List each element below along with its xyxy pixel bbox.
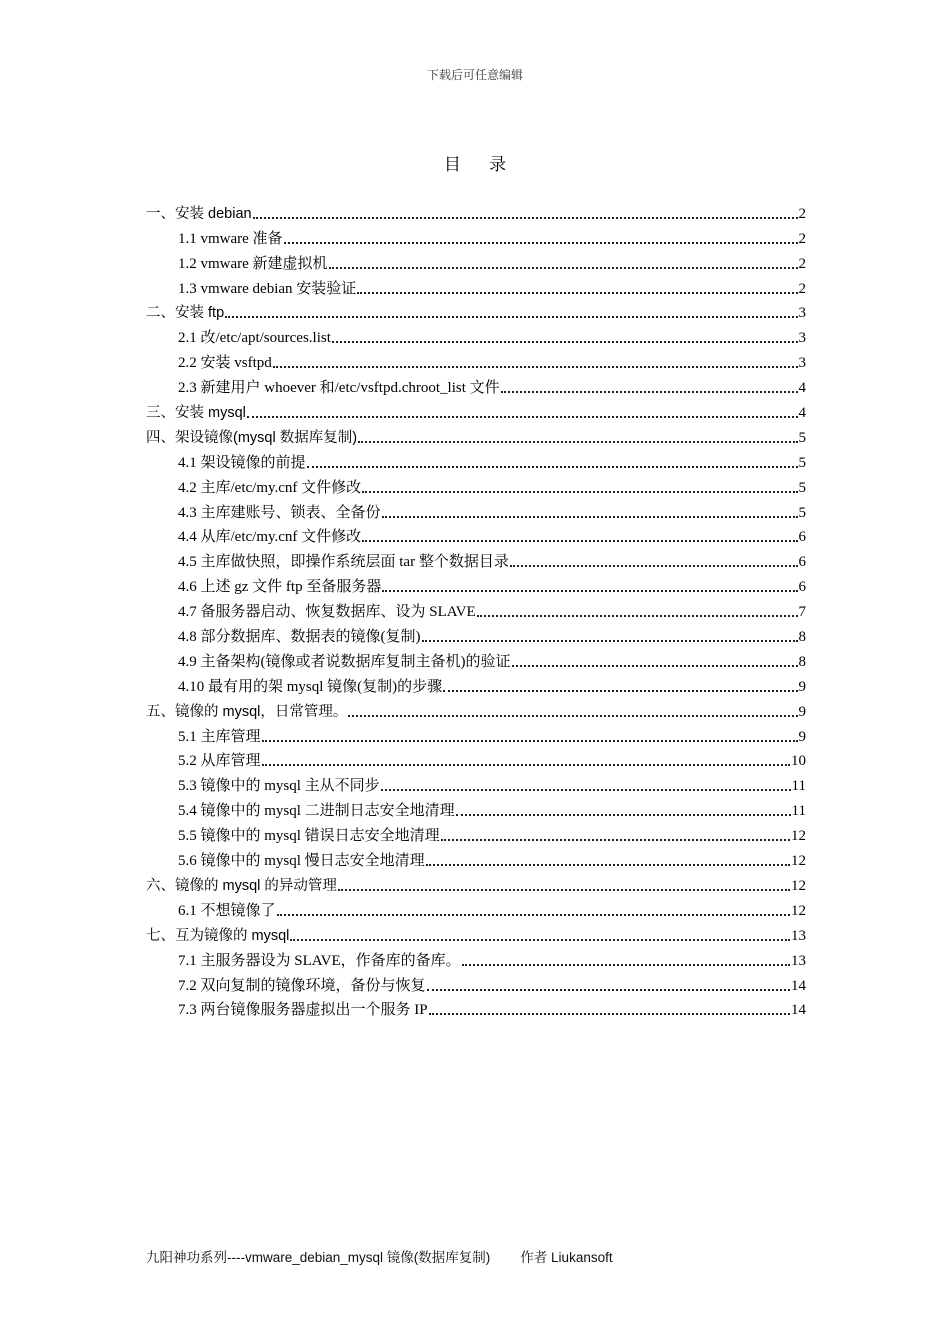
- page-header: 下载后可任意编辑: [426, 68, 523, 82]
- toc-entry-title: 二、安装 ftp: [146, 305, 225, 322]
- toc-entry-title: 4.1 架设镜像的前提: [178, 454, 306, 471]
- toc-entry-title: 一、安装 debian: [146, 205, 252, 222]
- toc-dot-leader: [277, 913, 790, 916]
- toc-entry[interactable]: [146, 198, 806, 223]
- toc-entry-title: 4.6 上述 gz 文件 ftp 至备服务器: [178, 579, 382, 596]
- toc-entry-title: 2.3 新建用户 whoever 和/etc/vsftpd.chroot_list 文件: [178, 380, 500, 397]
- toc-entry-title: 4.2 主库/etc/my.cnf 文件修改: [178, 479, 362, 496]
- toc-entry-page-number: 5: [798, 454, 806, 471]
- toc-dot-leader: [477, 614, 798, 617]
- toc-dot-leader: [348, 714, 797, 717]
- toc-entry-title: 四、架设镜像(mysql 数据库复制): [146, 429, 358, 446]
- toc-entry-page-number: 9: [798, 703, 806, 720]
- toc-entry-title: 七、互为镜像的 mysql: [146, 927, 290, 944]
- toc-entry-page-number: 8: [798, 653, 806, 670]
- footer-author: 作者 Liukansoft: [520, 1250, 613, 1265]
- toc-entry-page-number: 14: [791, 1002, 806, 1019]
- toc-dot-leader: [284, 241, 798, 244]
- toc-entry-title: 7.1 主服务器设为 SLAVE，作备库的备库。: [178, 952, 461, 969]
- toc-entry-title: 4.5 主库做快照，即操作系统层面 tar 整个数据目录: [178, 554, 509, 571]
- toc-entry-page-number: 12: [791, 877, 806, 894]
- toc-dot-leader: [441, 838, 790, 841]
- page-footer: [146, 1246, 613, 1266]
- toc-entry-page-number: 5: [798, 504, 806, 521]
- toc-entry-page-number: 10: [791, 753, 806, 770]
- toc-entry[interactable]: [146, 696, 806, 721]
- toc-entry-page-number: 13: [791, 952, 806, 969]
- toc-entry-title: 5.1 主库管理: [178, 728, 261, 745]
- toc-entry-page-number: 3: [798, 355, 806, 372]
- toc-entry-page-number: 3: [798, 305, 806, 322]
- toc-entry-title: 1.2 vmware 新建虚拟机: [178, 255, 328, 272]
- toc-entry-page-number: 14: [791, 977, 806, 994]
- toc-entry[interactable]: [146, 621, 806, 646]
- toc-entry[interactable]: [146, 397, 806, 422]
- toc-entry[interactable]: [146, 372, 806, 397]
- toc-entry-page-number: 2: [798, 205, 806, 222]
- toc-entry-page-number: 2: [798, 280, 806, 297]
- toc-title: 目 录: [443, 155, 519, 174]
- toc-entry[interactable]: [146, 248, 806, 273]
- toc-dot-leader: [362, 490, 797, 493]
- toc-entry-title: 6.1 不想镜像了: [178, 902, 276, 919]
- toc-dot-leader: [290, 938, 790, 941]
- toc-entry-page-number: 12: [791, 902, 806, 919]
- toc-dot-leader: [381, 788, 791, 791]
- toc-entry-page-number: 4: [798, 380, 806, 397]
- toc-entry[interactable]: [146, 721, 806, 746]
- toc-dot-leader: [501, 390, 798, 393]
- toc-dot-leader: [253, 216, 798, 219]
- table-of-contents: [146, 198, 806, 1019]
- toc-dot-leader: [422, 639, 798, 642]
- toc-entry-page-number: 11: [791, 803, 806, 820]
- toc-dot-leader: [262, 763, 790, 766]
- toc-dot-leader: [456, 813, 791, 816]
- toc-entry-page-number: 4: [798, 405, 806, 422]
- toc-entry-title: 4.10 最有用的架 mysql 镜像(复制)的步骤: [178, 678, 443, 695]
- toc-entry[interactable]: [146, 546, 806, 571]
- toc-entry-title: 7.2 双向复制的镜像环境，备份与恢复: [178, 977, 426, 994]
- toc-entry-title: 1.3 vmware debian 安装验证: [178, 280, 357, 297]
- toc-dot-leader: [329, 266, 798, 269]
- toc-entry[interactable]: [146, 522, 806, 547]
- toc-entry-page-number: 13: [791, 927, 806, 944]
- toc-entry-page-number: 9: [798, 678, 806, 695]
- toc-entry-title: 4.3 主库建账号、锁表、全备份: [178, 504, 381, 521]
- toc-entry-title: 7.3 两台镜像服务器虚拟出一个服务 IP: [178, 1002, 428, 1019]
- toc-entry[interactable]: [146, 322, 806, 347]
- toc-entry-title: 三、安装 mysql: [146, 405, 246, 422]
- toc-dot-leader: [338, 888, 790, 891]
- toc-entry-title: 五、镜像的 mysql，日常管理。: [146, 703, 348, 720]
- toc-entry-page-number: 5: [798, 479, 806, 496]
- toc-dot-leader: [512, 664, 798, 667]
- toc-dot-leader: [358, 440, 797, 443]
- toc-dot-leader: [429, 1012, 790, 1015]
- toc-entry[interactable]: [146, 945, 806, 970]
- toc-entry[interactable]: [146, 671, 806, 696]
- toc-entry-page-number: 6: [798, 529, 806, 546]
- toc-entry-title: 2.2 安装 vsftpd: [178, 355, 272, 372]
- toc-entry-page-number: 3: [798, 330, 806, 347]
- toc-entry-page-number: 6: [798, 554, 806, 571]
- toc-dot-leader: [462, 963, 790, 966]
- toc-dot-leader: [362, 539, 797, 542]
- toc-entry-title: 5.4 镜像中的 mysql 二进制日志安全地清理: [178, 803, 455, 820]
- toc-entry-page-number: 12: [791, 853, 806, 870]
- toc-entry[interactable]: [146, 870, 806, 895]
- toc-dot-leader: [247, 415, 798, 418]
- toc-entry[interactable]: [146, 273, 806, 298]
- toc-entry[interactable]: [146, 995, 806, 1020]
- toc-entry[interactable]: [146, 970, 806, 995]
- toc-entry-page-number: 9: [798, 728, 806, 745]
- toc-entry[interactable]: [146, 795, 806, 820]
- toc-entry-page-number: 12: [791, 828, 806, 845]
- toc-entry[interactable]: [146, 497, 806, 522]
- toc-entry-title: 1.1 vmware 准备: [178, 230, 283, 247]
- toc-entry-page-number: 6: [798, 579, 806, 596]
- toc-entry-title: 4.8 部分数据库、数据表的镜像(复制): [178, 629, 421, 646]
- toc-entry[interactable]: [146, 770, 806, 795]
- toc-entry-title: 4.7 备服务器启动、恢复数据库、设为 SLAVE: [178, 604, 476, 621]
- toc-entry[interactable]: [146, 298, 806, 323]
- toc-entry[interactable]: [146, 571, 806, 596]
- toc-entry[interactable]: [146, 472, 806, 497]
- toc-entry[interactable]: [146, 347, 806, 372]
- toc-entry-title: 5.6 镜像中的 mysql 慢日志安全地清理: [178, 853, 425, 870]
- toc-entry[interactable]: [146, 646, 806, 671]
- toc-entry-title: 5.2 从库管理: [178, 753, 261, 770]
- toc-dot-leader: [382, 589, 797, 592]
- toc-entry[interactable]: [146, 422, 806, 447]
- toc-entry-page-number: 7: [798, 604, 806, 621]
- toc-entry[interactable]: [146, 596, 806, 621]
- toc-dot-leader: [262, 739, 798, 742]
- toc-entry-title: 六、镜像的 mysql 的异动管理: [146, 877, 337, 894]
- toc-entry[interactable]: [146, 447, 806, 472]
- toc-dot-leader: [443, 689, 797, 692]
- toc-entry[interactable]: [146, 895, 806, 920]
- toc-entry-title: 4.9 主备架构(镜像或者说数据库复制主备机)的验证: [178, 653, 511, 670]
- toc-dot-leader: [510, 564, 798, 567]
- toc-entry-title: 4.4 从库/etc/my.cnf 文件修改: [178, 529, 362, 546]
- toc-dot-leader: [427, 988, 790, 991]
- toc-dot-leader: [273, 365, 798, 368]
- toc-entry-page-number: 5: [798, 429, 806, 446]
- toc-dot-leader: [307, 465, 798, 468]
- toc-entry[interactable]: [146, 820, 806, 845]
- toc-entry-title: 5.5 镜像中的 mysql 错误日志安全地清理: [178, 828, 440, 845]
- toc-entry[interactable]: [146, 746, 806, 771]
- toc-entry-title: 2.1 改/etc/apt/sources.list: [178, 330, 331, 347]
- toc-dot-leader: [426, 863, 790, 866]
- toc-entry[interactable]: [146, 845, 806, 870]
- toc-entry-page-number: 8: [798, 629, 806, 646]
- toc-entry-title: 5.3 镜像中的 mysql 主从不同步: [178, 778, 380, 795]
- toc-entry-page-number: 2: [798, 230, 806, 247]
- footer-series-title: 九阳神功系列----vmware_debian_mysql 镜像(数据库复制): [146, 1250, 491, 1265]
- toc-entry-page-number: 2: [798, 255, 806, 272]
- toc-dot-leader: [332, 340, 798, 343]
- toc-entry-page-number: 11: [791, 778, 806, 795]
- toc-dot-leader: [357, 291, 797, 294]
- toc-entry[interactable]: [146, 223, 806, 248]
- toc-dot-leader: [225, 315, 797, 318]
- toc-entry[interactable]: [146, 920, 806, 945]
- toc-dot-leader: [382, 515, 798, 518]
